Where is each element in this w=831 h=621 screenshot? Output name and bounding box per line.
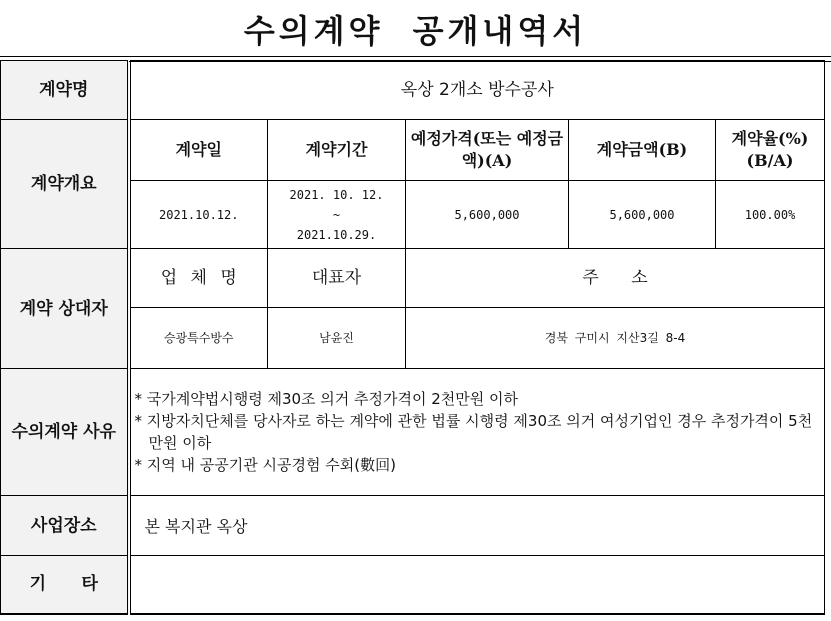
header-contract-period: 계약기간: [268, 120, 406, 181]
header-company-name: 업 체 명: [129, 249, 268, 308]
header-estimated-price: 예정가격(또는 예정금액)(A): [406, 120, 569, 181]
header-representative: 대표자: [268, 249, 406, 308]
representative-value: 남윤진: [268, 308, 406, 369]
site-label: 사업장소: [1, 496, 129, 556]
contract-amount-value: 5,600,000: [569, 181, 716, 249]
period-separator: ~: [332, 207, 341, 222]
contract-rate-value: 100.00%: [716, 181, 825, 249]
site-value: 본 복지관 옥상: [129, 496, 825, 556]
period-end: 2021.10.29.: [296, 227, 377, 242]
contract-name-label: 계약명: [1, 61, 129, 120]
company-name-value: 승광특수방수: [129, 308, 268, 369]
contract-date-value: 2021.10.12.: [129, 181, 268, 249]
header-contract-rate: 계약율(%)(B/A): [716, 120, 825, 181]
header-contract-amount: 계약금액(B): [569, 120, 716, 181]
reason-line-3: * 지역 내 공공기관 시공경험 수회(數回): [134, 456, 396, 474]
reason-text: [129, 369, 825, 496]
reason-line-1: * 국가계약법시행령 제30조 의거 추정가격이 2천만원 이하: [134, 390, 519, 408]
header-address: 주 소: [406, 249, 825, 308]
estimated-price-value: 5,600,000: [406, 181, 569, 249]
contract-name-value: 옥상 2개소 방수공사: [129, 61, 825, 120]
document-title: 수의계약 공개내역서: [243, 12, 588, 50]
disclosure-table: [0, 60, 825, 615]
reason-line-2: * 지방자치단체를 당사자로 하는 계약에 관한 법률 시행령 제30조 의거 여성기업인 경우 추정가격이 5천만원 이하: [134, 412, 813, 452]
etc-value: [129, 556, 825, 614]
contract-period-value: [268, 181, 406, 249]
reason-label: 수의계약 사유: [1, 369, 129, 496]
overview-label: 계약개요: [1, 120, 129, 249]
address-value: 경북 구미시 지산3길 8-4: [406, 308, 825, 369]
etc-label: 기 타: [1, 556, 129, 614]
table-right-border: [824, 60, 825, 613]
counterparty-label: 계약 상대자: [1, 249, 129, 369]
header-contract-date: 계약일: [129, 120, 268, 181]
period-start: 2021. 10. 12.: [289, 187, 384, 202]
